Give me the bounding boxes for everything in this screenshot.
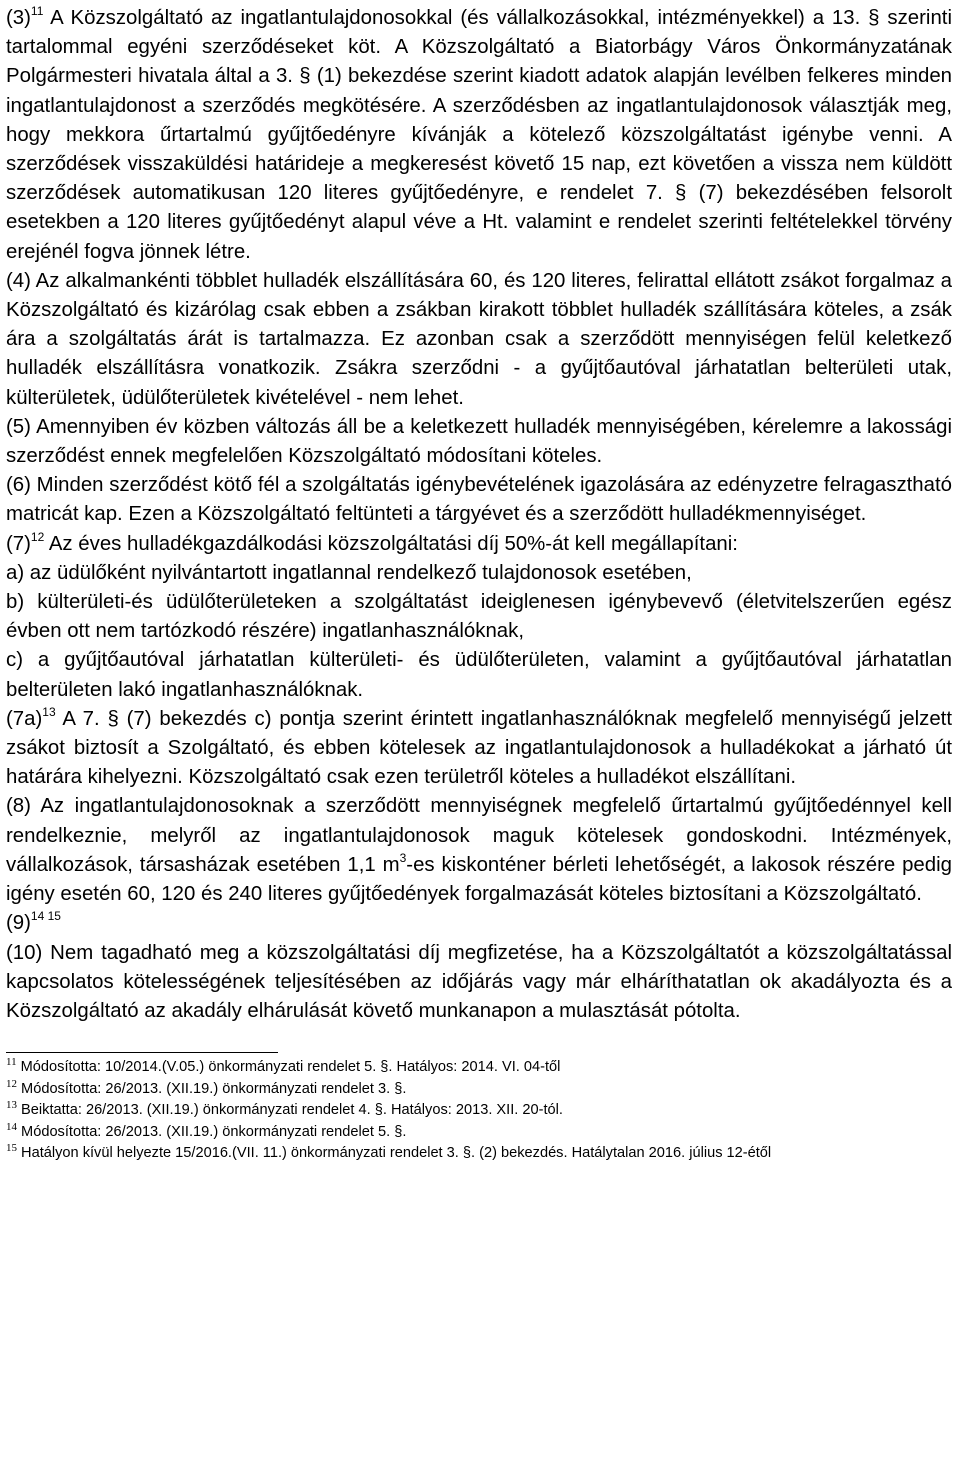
paragraph-8 [6,792,952,909]
footnote-12 [6,1079,952,1101]
footnote-14 [6,1122,952,1144]
paragraph-4: (4) Az alkalmankénti többlet hulladék elszállítására 60, és 120 literes, felirattal ellátott zsákot forgalmaz a Közszolgáltató és kizárólag csak ebben a zsákban kirakott többlet hulladék szállítására köteles, a zsák ára a szolgáltatás árát is tartalmazza. Ez azonban csak a szerződött mennyiségen felül keletkező hulladék elszállításra vonatkozik. Zsákra szerződni - a gyűjtőautóval járhatatlan belterületi utak, külterületek, üdülőterületek kivételével - nem lehet. [6,269,952,409]
footnote-text: Módosította: 10/2014.(V.05.) önkormányzati rendelet 5. §. Hatályos: 2014. VI. 04-től [16,1059,561,1076]
paragraph-6: (6) Minden szerződést kötő fél a szolgáltatás igénybevételének igazolására az edényzetre felragasztható matricát kap. Ezen a Közszolgáltató feltünteti a tárgyévet és a szerződött hulladékmennyiséget. [6,474,952,526]
paragraph-9 [6,909,952,938]
footnote-divider [6,1052,278,1053]
footnote-number: 14 [6,1120,17,1133]
footnote-ref[interactable]: 12 [30,529,45,544]
superscript: 3 [399,850,407,865]
footnote-text: Hatályon kívül helyezte 15/2016.(VII. 11.) önkormányzati rendelet 3. §. (2) bekezdés. Hatálytalan 2016. július 12-étől [17,1145,772,1162]
paragraph-7-item-a: a) az üdülőként nyilvántartott ingatlannal rendelkező tulajdonosok esetében, [6,561,692,584]
footnote-number: 12 [6,1077,17,1090]
footnote-text: Beiktatta: 26/2013. (XII.19.) önkormányzati rendelet 4. §. Hatályos: 2013. XII. 20-tól. [17,1102,563,1119]
footnote-number: 11 [6,1056,17,1069]
paragraph-text: -es kiskonténer bérleti lehetőségét, a lakosok részére pedig igény esetén 60, 120 és 240 literes gyűjtőedények forgalmazását köteles biztosítani a Közszolgáltató. [6,853,952,906]
footnote-ref[interactable]: 13 [42,704,56,719]
paragraph-marker: (7) [6,532,31,555]
paragraph-7-item-b: b) külterületi-és üdülőterületeken a szolgáltatást ideiglenesen igénybevevő (életvitelszerűen egész évben ott nem tartózkodó részére) ingatlanhasználóknak, [6,591,952,643]
footnote-text: Módosította: 26/2013. (XII.19.) önkormányzati rendelet 5. §. [17,1123,407,1140]
footnote-ref[interactable]: 11 [30,4,44,18]
footnote-number: 15 [6,1142,17,1155]
paragraph-5: (5) Amennyiben év közben változás áll be a keletkezett hulladék mennyiségében, kérelemre a lakossági szerződést ennek megfelelően Közszolgáltató módosítani köteles. [6,415,952,468]
footnote-text: Módosította: 26/2013. (XII.19.) önkormányzati rendelet 3. §. [17,1080,407,1097]
paragraph-marker: (9) [6,912,31,935]
paragraph-marker: (7a) [6,707,43,730]
paragraph-text: A 7. § (7) bekezdés c) pontja szerint érintett ingatlanhasználóknak megfelelő mennyiségű jelzett zsákot biztosít a Szolgáltató, és ebben kötelesek az ingatlantulajdonosok a hulladékokat a járható út határára kihelyezni. Közszolgáltató csak ezen területről köteles a hulladékot elszállítani. [6,707,952,789]
paragraph-text: A Közszolgáltató az ingatlantulajdonosokkal (és vállalkozásokkal, intézményekkel) a 13. § szerinti tartalommal egyéni szerződéseket köt. A Közszolgáltató a Biatorbágy Város Önkormányzatának Polgármesteri hivatala által a 3. § (1) bekezdése szerint kiadott adatok alapján levélben felkeres minden ingatlantulajdonost a szerződés megkötésére. A szerződésben az ingatlantulajdonosok választják meg, hogy mekkora űrtartalmú gyűjtőedényre kívánják a kötelező közszolgáltatást igénybe venni. A szerződések visszaküldési határideje a megkeresést követő 15 nap, ezt követően a vissza nem küldött szerződések automatikusan 120 literes gyűjtőedényre, e rendelet 7. § (7) bekezdésében felsorolt esetekben a 120 literes gyűjtőedényt alapul véve a Ht. valamint e rendelet szerinti feltételekkel törvény erejénél fogva jönnek létre. [6,7,952,263]
paragraph-marker: (3) [6,7,31,29]
footnote-number: 13 [6,1099,17,1112]
paragraph-10: (10) Nem tagadható meg a közszolgáltatási díj megfizetése, ha a Közszolgáltatót a közszolgáltatással kapcsolatos kötelességének teljesítésében az időjárás vagy már elháríthatatlan ok akadályozta és a Közszolgáltató az akadály elhárulását követő munkanapon a mulasztását pótolta. [6,941,952,1022]
paragraph-7a [6,705,952,793]
paragraph-7 [6,530,952,559]
paragraph-text: (8) Az ingatlantulajdonosoknak a szerződött mennyiségnek megfelelő űrtartalmú gyűjtőedénnyel kell rendelkeznie, melyről az ingatlantulajdonosok maguk kötelesek gondoskodni. Intézmények, vállalkozások, társasházak esetében 1,1 m [6,795,952,876]
footnote-15 [6,1143,952,1165]
footnote-ref[interactable]: 14 15 [30,909,61,924]
paragraph-7-item-c: c) a gyűjtőautóval járhatatlan külterületi- és üdülőterületen, valamint a gyűjtőautóval járhatatlan belterületen lakó ingatlanhasználóknak. [6,649,952,701]
footnote-13 [6,1100,952,1122]
paragraph-text: Az éves hulladékgazdálkodási közszolgáltatási díj 50%-át kell megállapítani: [44,532,738,555]
paragraph-3 [6,4,952,267]
footnote-11 [6,1057,952,1079]
